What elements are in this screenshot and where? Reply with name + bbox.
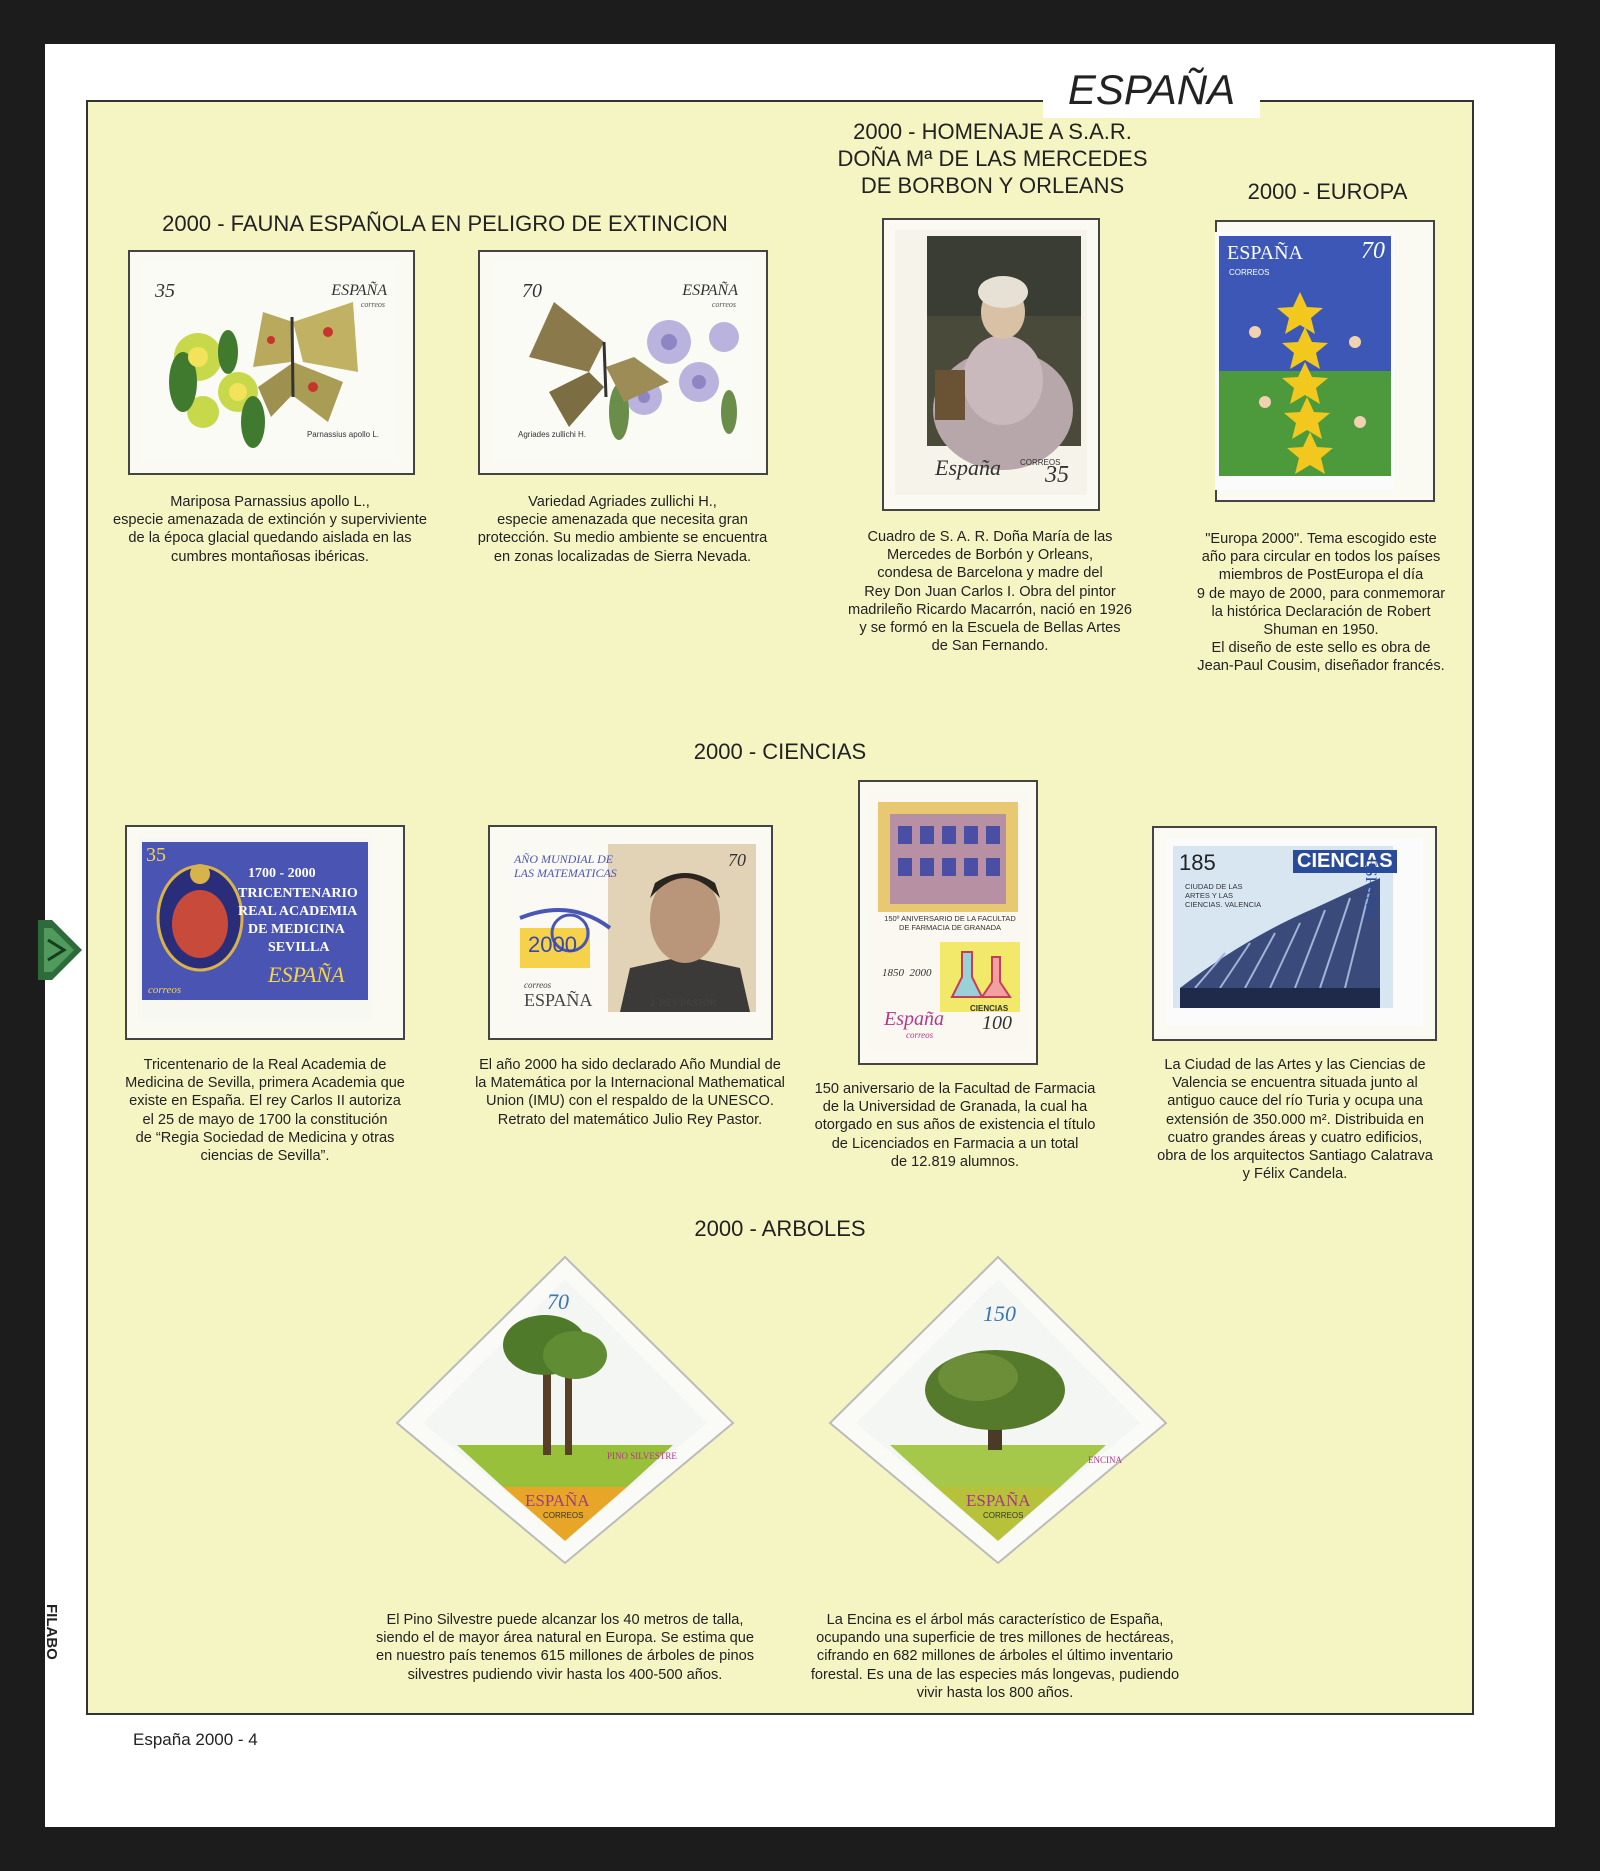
stamp-heading: 150º ANIVERSARIO DE LA FACULTAD DE FARMACIA DE GRANADA [884, 914, 1016, 932]
stamp-label: CIENCIAS [970, 1004, 1009, 1013]
stamp-species-name: Agriades zullichi H. [518, 430, 587, 439]
stamp-value: 35 [146, 844, 166, 866]
section-title-europa: 2000 - EUROPA [1247, 179, 1408, 204]
stamp-farmacia [870, 792, 1026, 1050]
stamp-matematicas [500, 838, 760, 1028]
stamp-value: 35 [1045, 462, 1069, 488]
page-footer: España 2000 - 4 [133, 1730, 258, 1749]
stamp-value: 70 [1361, 238, 1385, 264]
stamp-country: ESPAÑA [682, 282, 738, 299]
caption-agriades: Variedad Agriades zullichi H., especie amenazada que necesita gran protección. Su medio ambiente se encuentra en zonas localizadas de Sierra Nevada. [477, 494, 768, 565]
section-title-fauna: 2000 - FAUNA ESPAÑOLA EN PELIGRO DE EXTINCION [162, 211, 728, 236]
stamp-correos: CORREOS [1229, 268, 1270, 277]
publisher-brand: FILABO [43, 1604, 60, 1660]
stamp-value: 70 [522, 280, 542, 302]
caption-medicina: Tricentenario de la Real Academia de Medicina de Sevilla, primera Academia que existe en España. El rey Carlos II autoriza el 25 de mayo de 1700 la constitución de “Regia Sociedad de Medicina y otras ciencias de Sevilla”. [125, 1057, 405, 1165]
medicina-line: SEVILLA [268, 940, 330, 955]
medicina-line: TRICENTENARIO [238, 886, 358, 901]
stamp-country: España [935, 455, 1001, 480]
stamp-correos: CORREOS [1020, 458, 1061, 467]
section-title-homenaje: 2000 - HOMENAJE A S.A.R. DOÑA Mª DE LAS MERCEDES DE BORBON Y ORLEANS [837, 119, 1148, 198]
stamp-species-name: Parnassius apollo L. [306, 430, 379, 439]
stamp-text: CIUDAD DE LAS ARTES Y LAS CIENCIAS. VALENCIA [1185, 882, 1262, 909]
stamp-country: ESPAÑA [1227, 242, 1303, 264]
caption-matematicas: El año 2000 ha sido declarado Año Mundial de la Matemática por la Internacional Mathematical Union (IMU) con el respaldo de la UNESCO. Retrato del matemático Julio Rey Pastor. [475, 1057, 785, 1128]
stamp-country: España [884, 1008, 944, 1030]
stamp-value: 70 [728, 850, 746, 870]
stamp-valencia [1165, 838, 1423, 1026]
stamp-correos: correos [148, 984, 182, 996]
caption-parnassius: Mariposa Parnassius apollo L., especie amenazada de extinción y superviviente de la época glacial quedando aislada en las cumbres montañosas ibéricas. [113, 494, 427, 565]
stamp-year: 2000 [528, 932, 577, 957]
stamp-value: 185 [1179, 850, 1216, 875]
stamp-europa [1215, 232, 1395, 490]
country-heading: ESPAÑA [1043, 62, 1260, 118]
stamp-value: 100 [982, 1012, 1012, 1034]
stamp-tree-name: PINO SILVESTRE [607, 1451, 677, 1461]
caption-encina: La Encina es el árbol más característico de España, ocupando una superficie de tres millones de hectáreas, cifrando en 682 millones de árboles el último inventario forestal. Es una de las especies más longevas, pudiendo vivir hasta los 800 años. [810, 1612, 1180, 1701]
stamp-value: 150 [983, 1301, 1016, 1326]
stamp-mercedes [895, 230, 1087, 495]
stamp-value: 35 [155, 280, 175, 302]
stamp-pino [395, 1255, 735, 1565]
caption-pino: El Pino Silvestre puede alcanzar los 40 metros de talla, siendo el de mayor área natural en Europa. Se estima que en nuestro país tenemos 615 millones de árboles de pinos silvestres pudiendo vivir hasta los 400-500 años. [375, 1612, 755, 1683]
stamp-correos: correos [711, 300, 736, 309]
stamp-country: ESPAÑA [966, 1491, 1031, 1510]
stamp-heading: AÑO MUNDIAL DE LAS MATEMATICAS [514, 852, 617, 880]
stamp-label: CIENCIAS [1293, 850, 1397, 873]
stamp-medicina [138, 838, 372, 1020]
stamp-agriades [494, 262, 752, 462]
stamp-country: ESPAÑA [524, 990, 593, 1010]
caption-valencia: La Ciudad de las Artes y las Ciencias de Valencia se encuentra situada junto al antiguo cauce del río Turia y ocupa una extensión de 350.000 m². Distribuida en cuatro grandes áreas y cuatro edificios, obra de los arquitectos Santiago Calatrava y Félix Candela. [1157, 1057, 1433, 1183]
edge-marker-icon [38, 920, 86, 980]
stamp-country: ESPAÑA [331, 282, 387, 299]
caption-farmacia: 150 aniversario de la Facultad de Farmacia de la Universidad de Granada, la cual ha otorgado en sus años de existencia el título de Licenciados en Farmacia a un total de 12.819 alumnos. [814, 1081, 1096, 1170]
medicina-line: 1700 - 2000 [248, 866, 316, 881]
section-title-arboles: 2000 - ARBOLES [694, 1216, 866, 1241]
stamp-value: 70 [547, 1289, 569, 1314]
stamp-country: ESPAÑA [1362, 858, 1379, 919]
stamp-correos: correos [524, 980, 552, 990]
stamp-country: ESPAÑA [525, 1491, 590, 1510]
caption-europa: "Europa 2000". Tema escogido este año para circular en todos los países miembros de PostEuropa el día 9 de mayo de 2000, para conmemorar la histórica Declaración de Robert Shuman en 1950. El diseño de este sello es obra de Jean-Paul Cousim, diseñador francés. [1196, 531, 1446, 675]
stamp-correos: CORREOS [983, 1511, 1024, 1520]
stamp-correos: correos [906, 1030, 934, 1040]
stamp-correos: correos [360, 300, 385, 309]
stamp-person-name: J. REY PASTOR [650, 998, 717, 1008]
section-title-ciencias: 2000 - CIENCIAS [693, 739, 867, 764]
stamp-tree-name: ENCINA [1088, 1455, 1122, 1465]
stamp-parnassius [143, 262, 399, 462]
caption-mercedes: Cuadro de S. A. R. Doña María de las Mercedes de Borbón y Orleans, condesa de Barcelona y madre del Rey Don Juan Carlos I. Obra del pintor madrileño Ricardo Macarrón, nació en 1926 y se formó en la Escuela de Bellas Artes de San Fernando. [848, 529, 1132, 655]
medicina-line: REAL ACADEMIA [238, 904, 358, 919]
stamp-years: 1850 2000 [882, 967, 932, 979]
stamp-country: ESPAÑA [268, 962, 345, 987]
stamp-encina [828, 1255, 1168, 1565]
stamp-correos: CORREOS [543, 1511, 584, 1520]
medicina-line: DE MEDICINA [248, 922, 345, 937]
